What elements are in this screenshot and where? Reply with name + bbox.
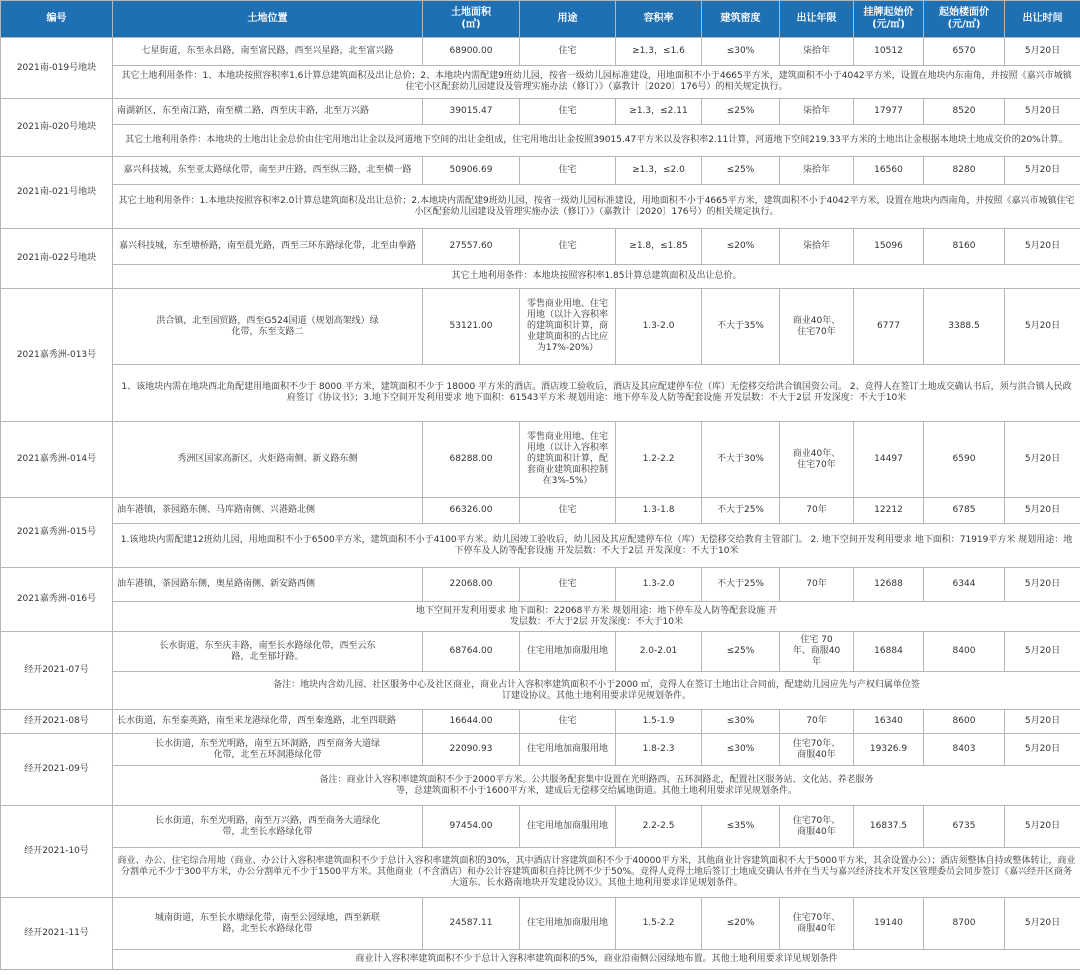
row-code: 经开2021-08号 — [1, 710, 113, 734]
table-note-row — [1, 848, 1080, 898]
row-density: 不大于30% — [702, 422, 780, 498]
header-use: 用途 — [520, 1, 616, 38]
row-note: 其它土地利用条件：1、本地块按照容积率1.6计算总建筑面积及出让总价；2、本地块内需配建9班幼儿园，按省一级幼儿园标准建设，用地面积不小于4665平方米，建筑面积不小于4042平方米，设置在地块内东南角，并按照《嘉兴市城镇住宅小区配套幼儿园建设及管理实施办法（修订）》（嘉教计〔2020〕176号）的相关规定执行。 — [113, 66, 1080, 99]
row-floor-price: 6590 — [924, 422, 1005, 498]
row-time: 5月20日 — [1005, 710, 1080, 734]
row-area: 68900.00 — [423, 38, 520, 66]
row-area: 68288.00 — [423, 422, 520, 498]
row-time: 5月20日 — [1005, 898, 1080, 950]
row-time: 5月20日 — [1005, 568, 1080, 602]
row-floor-price: 6570 — [924, 38, 1005, 66]
row-floor-price: 6735 — [924, 806, 1005, 848]
row-term: 住宅70年、商服40年 — [780, 898, 854, 950]
row-time: 5月20日 — [1005, 422, 1080, 498]
row-far: 1.5-2.2 — [616, 898, 702, 950]
row-code: 经开2021-07号 — [1, 632, 113, 710]
row-use: 住宅 — [520, 99, 616, 125]
row-start-price: 17977 — [854, 99, 924, 125]
table-row — [1, 898, 1080, 950]
row-floor-price: 8403 — [924, 734, 1005, 766]
row-floor-price: 3388.5 — [924, 289, 1005, 365]
row-time: 5月20日 — [1005, 806, 1080, 848]
table-note-row — [1, 950, 1080, 970]
row-far: 1.3-2.0 — [616, 568, 702, 602]
table-row — [1, 632, 1080, 672]
row-note: 商业、办公、住宅综合用地（商业、办公计入容积率建筑面积不少于总计入容积率建筑面积的30%，其中酒店计容建筑面积不少于40000平方米，其他商业计容建筑面积不大于5000平方米，其余设置办公）；酒店须整体自持或整体转让，商业分割单元不少于300平方米，办公分割单元不少于1500平方米。其他商业（不含酒店）和办公计容建筑面积自持比例不少于50%。竞得人竞得土地后签订土地成交确认书并在当天与嘉兴经济技术开发区管理委员会同步签订《嘉兴经开区商务大道东、长水路南地块开发建设协议》。其他土地利用要求详见规划条件。 — [113, 848, 1080, 898]
row-use: 住宅 — [520, 498, 616, 524]
row-density: ≤20% — [702, 898, 780, 950]
row-floor-price: 6785 — [924, 498, 1005, 524]
row-area: 22090.93 — [423, 734, 520, 766]
header-density: 建筑密度 — [702, 1, 780, 38]
row-area: 39015.47 — [423, 99, 520, 125]
row-use: 零售商业用地、住宅用地（以计入容积率的建筑面积计算，配套商业建筑面积控制在3%-5%） — [520, 422, 616, 498]
table-note-row — [1, 125, 1080, 157]
row-start-price: 6777 — [854, 289, 924, 365]
row-code: 2021南-019号地块 — [1, 38, 113, 99]
row-far: 1.3-1.8 — [616, 498, 702, 524]
row-floor-price: 8700 — [924, 898, 1005, 950]
row-term: 商业40年、住宅70年 — [780, 289, 854, 365]
table-row — [1, 498, 1080, 524]
row-time: 5月20日 — [1005, 229, 1080, 265]
row-code: 2021南-020号地块 — [1, 99, 113, 157]
row-note: 1、该地块内需在地块西北角配建用地面积不少于 8000 平方米，建筑面积不少于 18000 平方米的酒店。酒店竣工验收后，酒店及其应配建停车位（库）无偿移交给洪合镇国资公司。 2、竞得人在签订土地成交确认书后，须与洪合镇人民政府签订《协议书》；3.地下空间开发利用要求 地下面积：61543平方米 规划用途：地下停车及人防等配套设施 开发层数：不大于2层 开发深度：不大于10米 — [113, 365, 1080, 422]
row-far: 1.2-2.2 — [616, 422, 702, 498]
row-area: 24587.11 — [423, 898, 520, 950]
table-row — [1, 710, 1080, 734]
row-location: 油车港镇，茶园路东侧，奥星路南侧、新安路西侧 — [113, 568, 423, 602]
row-term: 住宅 70年、商服40年 — [780, 632, 854, 672]
row-time: 5月20日 — [1005, 632, 1080, 672]
table-row — [1, 289, 1080, 365]
row-time: 5月20日 — [1005, 157, 1080, 185]
row-density: 不大于25% — [702, 568, 780, 602]
row-floor-price: 6344 — [924, 568, 1005, 602]
row-location: 长水街道，东至光明路，南至万兴路，西至商务大道绿化带，北至长水路绿化带 — [113, 806, 423, 848]
row-area: 50906.69 — [423, 157, 520, 185]
row-floor-price: 8400 — [924, 632, 1005, 672]
row-start-price: 16340 — [854, 710, 924, 734]
row-location: 城南街道，东至长水塘绿化带，南至公园绿地，西至新联路，北至长水路绿化带 — [113, 898, 423, 950]
row-location: 长水街道，东至光明路，南至五环洞路，西至商务大道绿化带，北至五环洞港绿化带 — [113, 734, 423, 766]
row-term: 柒拾年 — [780, 99, 854, 125]
row-start-price: 14497 — [854, 422, 924, 498]
row-use: 零售商业用地、住宅用地（以计入容积率的建筑面积计算，商业建筑面积的占比应为17%-20%） — [520, 289, 616, 365]
row-far: 2.0-2.01 — [616, 632, 702, 672]
row-location: 秀洲区国家高新区，火炬路南侧、新义路东侧 — [113, 422, 423, 498]
row-use: 住宅用地加商服用地 — [520, 898, 616, 950]
header-term: 出让年限 — [780, 1, 854, 38]
row-code: 2021嘉秀洲-014号 — [1, 422, 113, 498]
row-term: 商业40年、住宅70年 — [780, 422, 854, 498]
row-density: ≤35% — [702, 806, 780, 848]
row-use: 住宅 — [520, 710, 616, 734]
row-start-price: 10512 — [854, 38, 924, 66]
row-density: ≤30% — [702, 734, 780, 766]
row-note: 1.该地块内需配建12班幼儿园，用地面积不小于6500平方米，建筑面积不小于4100平方米。幼儿园竣工验收后，幼儿园及其应配建停车位（库）无偿移交给教育主管部门。 2. 地下空间开发利用要求 地下面积：71919平方米 规划用途：地下停车及人防等配套设施 开发层数：不大于2层 开发深度：不大于10米 — [113, 524, 1080, 568]
row-note: 备注：商业计入容积率建筑面积不少于2000平方米。公共服务配套集中设置在光明路西、五环洞路北，配置社区服务站、文化站、养老服务等，总建筑面积不小于1600平方米，建成后无偿移交给属地街道。其他土地利用要求详见规划条件。 — [113, 766, 1080, 806]
row-time: 5月20日 — [1005, 734, 1080, 766]
row-far: 1.5-1.9 — [616, 710, 702, 734]
row-floor-price: 8520 — [924, 99, 1005, 125]
row-location: 洪合镇，北至国贸路，西至G524国道（规划高架线）绿化带，东至支路二 — [113, 289, 423, 365]
row-location: 南湖新区，东至南江路，南至横二路，西至庆丰路，北至万兴路 — [113, 99, 423, 125]
row-code: 经开2021-11号 — [1, 898, 113, 970]
table-note-row — [1, 365, 1080, 422]
row-term: 70年 — [780, 568, 854, 602]
table-row — [1, 422, 1080, 498]
row-floor-price: 8160 — [924, 229, 1005, 265]
row-note: 其它土地利用条件：本地块的土地出让金总价由住宅用地出让金以及河道地下空间的出让金组成，住宅用地出让金按照39015.47平方米以及容积率2.11计算，河道地下空间219.33平方米的土地出让金根据本地块土地成交价的20%计算。 — [113, 125, 1080, 157]
row-density: 不大于35% — [702, 289, 780, 365]
table-note-row — [1, 524, 1080, 568]
row-start-price: 19326.9 — [854, 734, 924, 766]
row-use: 住宅 — [520, 229, 616, 265]
row-time: 5月20日 — [1005, 38, 1080, 66]
row-location: 长水街道，东至泰英路，南至来龙港绿化带，西至秦逸路，北至四联路 — [113, 710, 423, 734]
row-density: ≤30% — [702, 710, 780, 734]
row-location: 长水街道，东至庆丰路，南至长水路绿化带，西至云东路，北至郁圩路。 — [113, 632, 423, 672]
row-note: 备注：地块内含幼儿园、社区服务中心及社区商业，商业占计入容积率建筑面积不小于2000 ㎡，竞得人在签订土地出让合同前，配建幼儿园应先与产权归属单位签订建设协议。其他土地利用要求详见规划条件。 — [113, 672, 1080, 710]
row-far: 2.2-2.5 — [616, 806, 702, 848]
table-note-row — [1, 766, 1080, 806]
row-area: 27557.60 — [423, 229, 520, 265]
row-floor-price: 8280 — [924, 157, 1005, 185]
row-note: 地下空间开发利用要求 地下面积：22068平方米 规划用途：地下停车及人防等配套设施 开发层数：不大于2层 开发深度：不大于10米 — [113, 602, 1080, 632]
row-floor-price: 8600 — [924, 710, 1005, 734]
row-term: 住宅70年、商服40年 — [780, 806, 854, 848]
row-area: 22068.00 — [423, 568, 520, 602]
row-start-price: 12212 — [854, 498, 924, 524]
row-area: 53121.00 — [423, 289, 520, 365]
row-term: 柒拾年 — [780, 157, 854, 185]
row-far: ≥1.3，≤1.6 — [616, 38, 702, 66]
row-density: ≤25% — [702, 157, 780, 185]
table-row — [1, 99, 1080, 125]
row-far: 1.3-2.0 — [616, 289, 702, 365]
row-start-price: 12688 — [854, 568, 924, 602]
row-area: 97454.00 — [423, 806, 520, 848]
header-time: 出让时间 — [1005, 1, 1080, 38]
row-note: 商业计入容积率建筑面积不少于总计入容积率建筑面积的5%，商业沿南侧公园绿地布置。其他土地利用要求详见规划条件 — [113, 950, 1080, 970]
row-time: 5月20日 — [1005, 498, 1080, 524]
header-area: 土地面积 (㎡) — [423, 1, 520, 38]
row-location: 嘉兴科技城，东至亚太路绿化带，南至尹庄路，西至纵三路，北至横一路 — [113, 157, 423, 185]
row-location: 油车港镇，茶园路东侧、马库路南侧、兴港路北侧 — [113, 498, 423, 524]
row-code: 2021嘉秀洲-015号 — [1, 498, 113, 568]
row-density: ≤25% — [702, 99, 780, 125]
table-row — [1, 38, 1080, 66]
table-row — [1, 157, 1080, 185]
row-use: 住宅 — [520, 568, 616, 602]
row-use: 住宅用地加商服用地 — [520, 806, 616, 848]
table-note-row — [1, 66, 1080, 99]
row-far: 1.8-2.3 — [616, 734, 702, 766]
row-term: 70年 — [780, 710, 854, 734]
row-term: 柒拾年 — [780, 38, 854, 66]
row-use: 住宅用地加商服用地 — [520, 734, 616, 766]
row-density: 不大于25% — [702, 498, 780, 524]
table-row — [1, 568, 1080, 602]
table-header-row — [1, 1, 1080, 38]
header-floor-price: 起始楼面价 (元/㎡) — [924, 1, 1005, 38]
row-density: ≤25% — [702, 632, 780, 672]
row-far: ≥1.3，≤2.0 — [616, 157, 702, 185]
row-start-price: 16884 — [854, 632, 924, 672]
header-start-price: 挂牌起始价 (元/㎡) — [854, 1, 924, 38]
table-note-row — [1, 185, 1080, 229]
row-note: 其它土地利用条件：本地块按照容积率1.85计算总建筑面积及出让总价。 — [113, 265, 1080, 289]
table-row — [1, 229, 1080, 265]
table-note-row — [1, 265, 1080, 289]
header-location: 土地位置 — [113, 1, 423, 38]
row-use: 住宅 — [520, 38, 616, 66]
header-far: 容积率 — [616, 1, 702, 38]
row-code: 2021南-022号地块 — [1, 229, 113, 289]
row-start-price: 19140 — [854, 898, 924, 950]
table-note-row — [1, 672, 1080, 710]
row-term: 柒拾年 — [780, 229, 854, 265]
table-row — [1, 734, 1080, 766]
row-area: 66326.00 — [423, 498, 520, 524]
row-code: 经开2021-10号 — [1, 806, 113, 898]
row-use: 住宅 — [520, 157, 616, 185]
row-location: 嘉兴科技城，东至塘桥路，南至晨光路，西至三环东路绿化带，北至由拳路 — [113, 229, 423, 265]
row-code: 2021嘉秀洲-013号 — [1, 289, 113, 422]
row-note: 其它土地利用条件：1.本地块按照容积率2.0计算总建筑面积及出让总价；2.本地块内需配建9班幼儿园，按省一级幼儿园标准建设，用地面积不小于4665平方米，建筑面积不小于4042平方米，设置在地块内西南角，并按照《嘉兴市城镇住宅小区配套幼儿园建设及管理实施办法（修订）》（嘉教计〔2020〕176号）的相关规定执行。 — [113, 185, 1080, 229]
row-use: 住宅用地加商服用地 — [520, 632, 616, 672]
row-term: 70年 — [780, 498, 854, 524]
table-row — [1, 806, 1080, 848]
row-far: ≥1.8，≤1.85 — [616, 229, 702, 265]
row-density: ≤20% — [702, 229, 780, 265]
row-far: ≥1.3，≤2.11 — [616, 99, 702, 125]
row-start-price: 16837.5 — [854, 806, 924, 848]
row-start-price: 15096 — [854, 229, 924, 265]
row-code: 经开2021-09号 — [1, 734, 113, 806]
table-note-row — [1, 602, 1080, 632]
row-code: 2021南-021号地块 — [1, 157, 113, 229]
row-location: 七星街道，东至永昌路，南至富民路，西至兴星路，北至富兴路 — [113, 38, 423, 66]
row-area: 16644.00 — [423, 710, 520, 734]
row-area: 68764.00 — [423, 632, 520, 672]
row-term: 住宅70年、商服40年 — [780, 734, 854, 766]
row-code: 2021嘉秀洲-016号 — [1, 568, 113, 632]
row-start-price: 16560 — [854, 157, 924, 185]
row-time: 5月20日 — [1005, 99, 1080, 125]
row-density: ≤30% — [702, 38, 780, 66]
row-time: 5月20日 — [1005, 289, 1080, 365]
header-code: 编号 — [1, 1, 113, 38]
